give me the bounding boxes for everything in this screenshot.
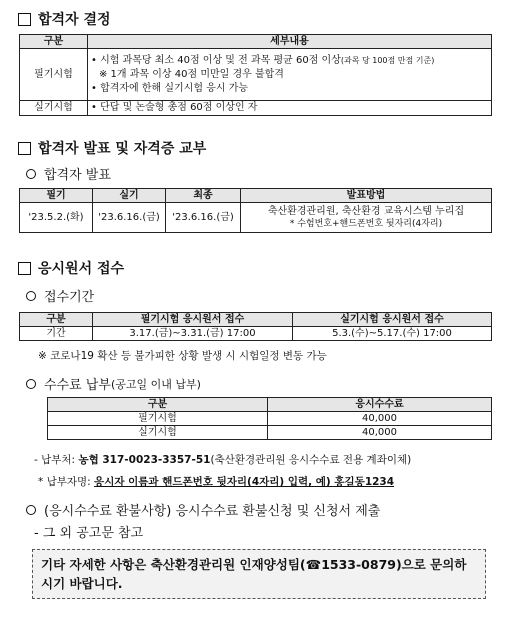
- section-title-pass-text: 합격자 결정: [38, 12, 111, 28]
- circle-bullet-icon: [26, 291, 36, 301]
- depositor-name-line: [38, 474, 394, 489]
- table-header: 최종: [166, 189, 241, 203]
- table-header: 실기시험 응시원서 접수: [293, 313, 492, 327]
- row-label-practical: 실기시험: [20, 101, 88, 116]
- pass-criteria-table: [19, 34, 492, 116]
- row-label-written: 필기시험: [20, 49, 88, 101]
- table-header: 응시수수료: [268, 398, 492, 412]
- practical-apply-period: 5.3.(수)~5.17.(수) 17:00: [293, 327, 492, 341]
- practical-criteria-cell: • 단답 및 논술형 총점 60점 이상인 자: [88, 101, 492, 116]
- announce-method-line2: * 수험번호+핸드폰번호 뒷자리(4자리): [289, 218, 443, 229]
- refund-prefix: (응시수수료 환불사항): [44, 504, 172, 519]
- written-criteria-line2: ※ 1개 과목 이상 40점 미만일 경우 불합격: [99, 68, 284, 80]
- announce-method-cell: [241, 203, 492, 233]
- table-header: 구분: [48, 398, 268, 412]
- section-title-apply: [18, 258, 124, 278]
- period-row-label: 기간: [20, 327, 93, 341]
- table-header: 필기: [20, 189, 93, 203]
- circle-bullet-icon: [26, 169, 36, 179]
- payment-account-prefix: - 납부처:: [34, 454, 79, 466]
- section-title-apply-text: 응시원서 접수: [38, 261, 125, 277]
- circle-bullet-icon: [26, 379, 36, 389]
- fee-table: [47, 397, 492, 440]
- payment-account-number: 농협 317-0023-3357-51: [78, 454, 211, 466]
- circle-bullet-icon: [26, 505, 36, 515]
- other-reference: - 그 외 공고문 참고: [34, 526, 144, 541]
- section-title-announce: [18, 138, 206, 158]
- subtitle-announce: [26, 164, 111, 183]
- period-table: [19, 312, 492, 341]
- table-header: 필기시험 응시원서 접수: [93, 313, 293, 327]
- table-header: 실기: [93, 189, 166, 203]
- payment-account-suffix: (축산환경관리원 응시수수료 전용 계좌이체): [210, 454, 412, 466]
- checkbox-square-icon: [18, 142, 31, 155]
- checkbox-square-icon: [18, 262, 31, 275]
- fee-amount: 40,000: [268, 426, 492, 440]
- subtitle-period-text: 접수기간: [44, 290, 95, 305]
- table-header: 구분: [20, 35, 88, 49]
- refund-line: [26, 500, 380, 519]
- subtitle-fee-note: (공고일 이내 납부): [110, 377, 201, 391]
- criteria-note: (과목 당 100점 만점 기준): [340, 55, 435, 65]
- practical-announce-date: '23.6.16.(금): [93, 203, 166, 233]
- depositor-instruction: 응시자 이름과 핸드폰번호 뒷자리(4자리) 입력, 예) 홍길동1234: [94, 476, 395, 488]
- subtitle-announce-text: 합격자 발표: [44, 168, 111, 183]
- subtitle-period: [26, 286, 94, 305]
- subtitle-fee: [26, 374, 201, 393]
- table-header: 세부내용: [88, 35, 492, 49]
- written-criteria-line3: • 합격자에 한해 실기시험 응시 가능: [91, 82, 249, 94]
- schedule-change-note: ※ 코로나19 확산 등 불가피한 상황 발생 시 시험일정 변동 가능: [38, 350, 327, 362]
- criteria-text: • 시험 과목당 최소 40점 이상 및 전 과목 평균 60점 이상: [91, 54, 341, 66]
- section-title-announce-text: 합격자 발표 및 자격증 교부: [38, 141, 207, 157]
- checkbox-square-icon: [18, 13, 31, 26]
- announce-method-line1: 축산환경관리원, 축산환경 교육시스템 누리집: [267, 205, 465, 217]
- fee-row-label: 필기시험: [48, 412, 268, 426]
- announce-table: [19, 188, 492, 233]
- payment-account-line: [34, 452, 411, 467]
- fee-row-label: 실기시험: [48, 426, 268, 440]
- table-header: 구분: [20, 313, 93, 327]
- contact-notice-text: 기타 자세한 사항은 축산환경관리원 인재양성팀(☎1533-0879)으로 문의하시기 바랍니다.: [41, 557, 467, 591]
- section-title-pass: [18, 9, 111, 29]
- fee-amount: 40,000: [268, 412, 492, 426]
- written-criteria-line1: [91, 55, 488, 67]
- written-announce-date: '23.5.2.(화): [20, 203, 93, 233]
- subtitle-fee-text: 수수료 납부: [44, 378, 111, 393]
- table-header: 발표방법: [241, 189, 492, 203]
- written-criteria-cell: [88, 49, 492, 101]
- final-announce-date: '23.6.16.(금): [166, 203, 241, 233]
- refund-text: 응시수수료 환불신청 및 신청서 제출: [175, 504, 381, 519]
- depositor-prefix: * 납부자명:: [38, 476, 95, 488]
- written-apply-period: 3.17.(금)~3.31.(금) 17:00: [93, 327, 293, 341]
- contact-notice-box: [32, 549, 486, 599]
